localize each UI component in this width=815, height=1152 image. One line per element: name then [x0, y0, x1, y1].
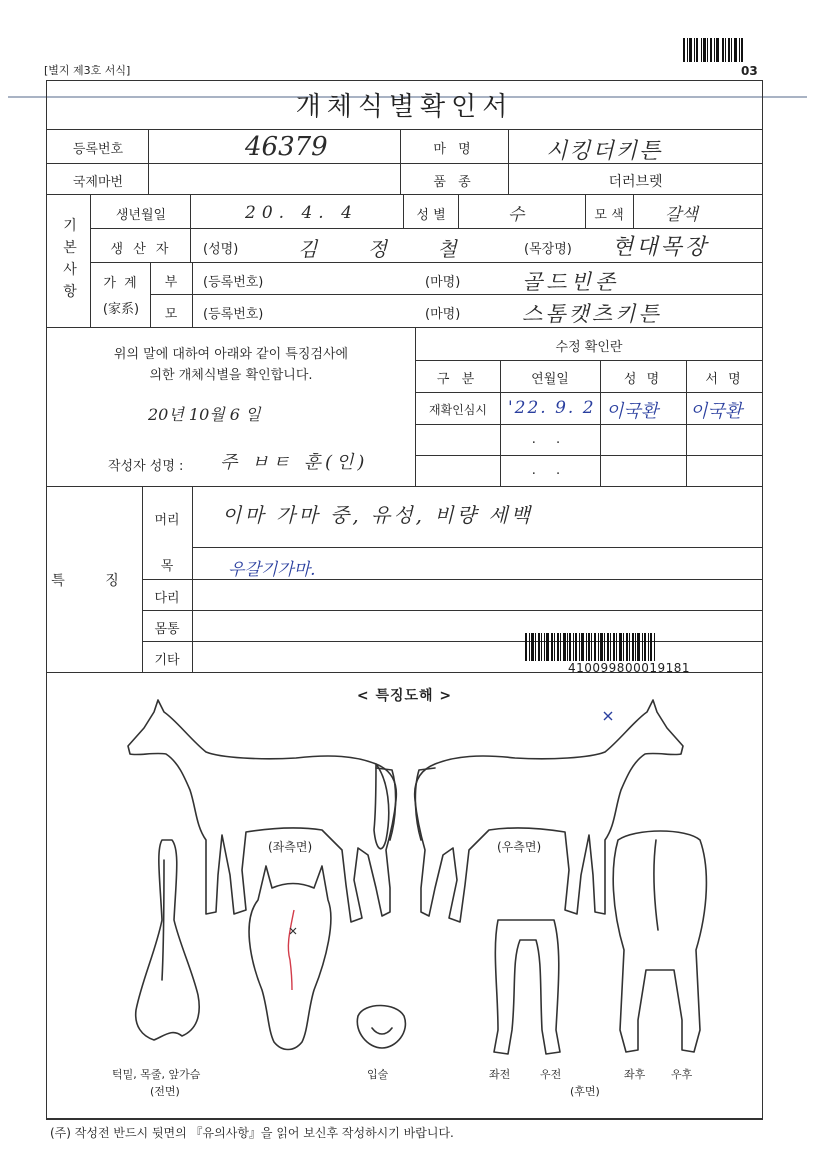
right-side-label: (우측면): [497, 840, 542, 854]
producer-name-value: 김 정 철: [298, 237, 479, 261]
sticker-barcode: [525, 633, 655, 661]
right-side-horse-outline: [415, 700, 683, 922]
lineage-hanja: (家系): [102, 302, 140, 317]
other-label: 기타: [154, 653, 180, 668]
legs-label: 다리: [154, 591, 180, 606]
left-side-label: (좌측면): [268, 840, 313, 854]
head-features-value: 이마 가마 중, 유성, 비량 세백: [222, 503, 534, 527]
recheck-sign: 이국환: [690, 401, 743, 422]
intl-no-label: 국제마번: [72, 175, 124, 190]
author-label: 작성자 성명 :: [108, 459, 184, 474]
neck-whorl-mark: [604, 712, 612, 720]
sire-reg-hint: (등록번호): [203, 275, 264, 290]
rear-view-outline: [613, 831, 706, 1052]
farm-name-hint: (목장명): [524, 242, 572, 257]
basic-section-label: 기본사항: [63, 218, 77, 300]
lips-caption: 입술: [367, 1068, 389, 1081]
right-front-caption: 우전: [540, 1068, 562, 1081]
rear-caption: (후면): [570, 1085, 600, 1098]
color-value: 갈색: [665, 205, 698, 225]
col-name-header: 성 명: [623, 372, 663, 387]
producer-name-hint: (성명): [203, 242, 239, 257]
birth-value: 20. 4. 4: [245, 203, 358, 223]
horse-name-value: 시킹더키튼: [546, 139, 663, 164]
col-sign-header: 서 명: [705, 372, 744, 387]
breed-label: 품 종: [433, 175, 475, 190]
color-label: 모 색: [594, 208, 624, 223]
sex-value: 수: [508, 205, 525, 225]
empty-date-2: . .: [531, 463, 569, 478]
head-whorl-mark: [290, 928, 296, 934]
statement-line-1: 위의 말에 대하여 아래와 같이 특징검사에: [113, 347, 349, 362]
neck-label: 목: [160, 559, 174, 574]
confirmation-date: 20년 10월 6 일: [148, 405, 261, 424]
head-label: 머리: [154, 513, 180, 528]
producer-label: 생 산 자: [110, 242, 172, 257]
front-legs-outline: [494, 920, 560, 1054]
front-neck-outline: [136, 840, 200, 1040]
features-label: 특 징: [51, 573, 137, 589]
birth-label: 생년월일: [115, 208, 167, 223]
front-group-caption: 턱밑, 목줄, 앞가슴: [112, 1068, 201, 1081]
correction-header: 수정 확인란: [555, 340, 623, 355]
diagram-title: < 특징도해 >: [356, 688, 453, 704]
farm-name-value: 현대목장: [612, 235, 710, 260]
sex-label: 성 별: [416, 208, 446, 223]
dam-name-hint: (마명): [425, 307, 461, 322]
recheck-label: 재확인심시: [429, 403, 487, 417]
front-caption: (전면): [150, 1085, 180, 1098]
form-title: 개체식별확인서: [295, 92, 514, 122]
reg-no-label: 등록번호: [72, 142, 124, 157]
reg-no-value: 46379: [245, 132, 328, 162]
form-reference: [별지 제3호 서식]: [44, 64, 131, 77]
recheck-name: 이국환: [606, 401, 659, 422]
footnote: (주) 작성전 반드시 뒷면의 『유의사항』을 읽어 보신후 작성하시기 바랍니다.: [50, 1126, 454, 1140]
head-stripe-mark: [288, 910, 294, 990]
col-date-header: 연월일: [531, 372, 569, 387]
sire-name-hint: (마명): [425, 275, 461, 290]
top-barcode: [683, 38, 743, 62]
horse-name-label: 마 명: [433, 142, 475, 157]
sire-label: 부: [164, 275, 178, 290]
right-hind-caption: 우후: [671, 1068, 693, 1081]
sire-name-value: 골드빈존: [522, 270, 620, 294]
breed-value: 더러브렛: [608, 174, 663, 190]
dam-label: 모: [164, 307, 178, 322]
empty-date-1: . .: [531, 432, 569, 447]
col-category-header: 구 분: [436, 372, 479, 387]
author-signature: 주 ㅂㅌ 훈(인): [220, 452, 369, 473]
lips-outline: [357, 1006, 405, 1049]
dam-reg-hint: (등록번호): [203, 307, 264, 322]
body-label: 몸통: [154, 622, 180, 637]
left-side-horse-outline: [128, 700, 396, 922]
left-front-caption: 좌전: [489, 1068, 511, 1081]
horse-diagram: [46, 690, 763, 1118]
statement-line-2: 의한 개체식별을 확인합니다.: [149, 368, 313, 383]
recheck-date: '22. 9. 2: [508, 398, 596, 418]
left-hind-caption: 좌후: [624, 1068, 646, 1081]
neck-features-value: 우갈기가마.: [228, 560, 316, 580]
lineage-label: 가 계: [103, 276, 139, 291]
sticker-barcode-number: 410099800019181: [568, 661, 691, 675]
page-code: 03: [741, 64, 758, 78]
dam-name-value: 스톰캣츠키튼: [522, 302, 662, 326]
